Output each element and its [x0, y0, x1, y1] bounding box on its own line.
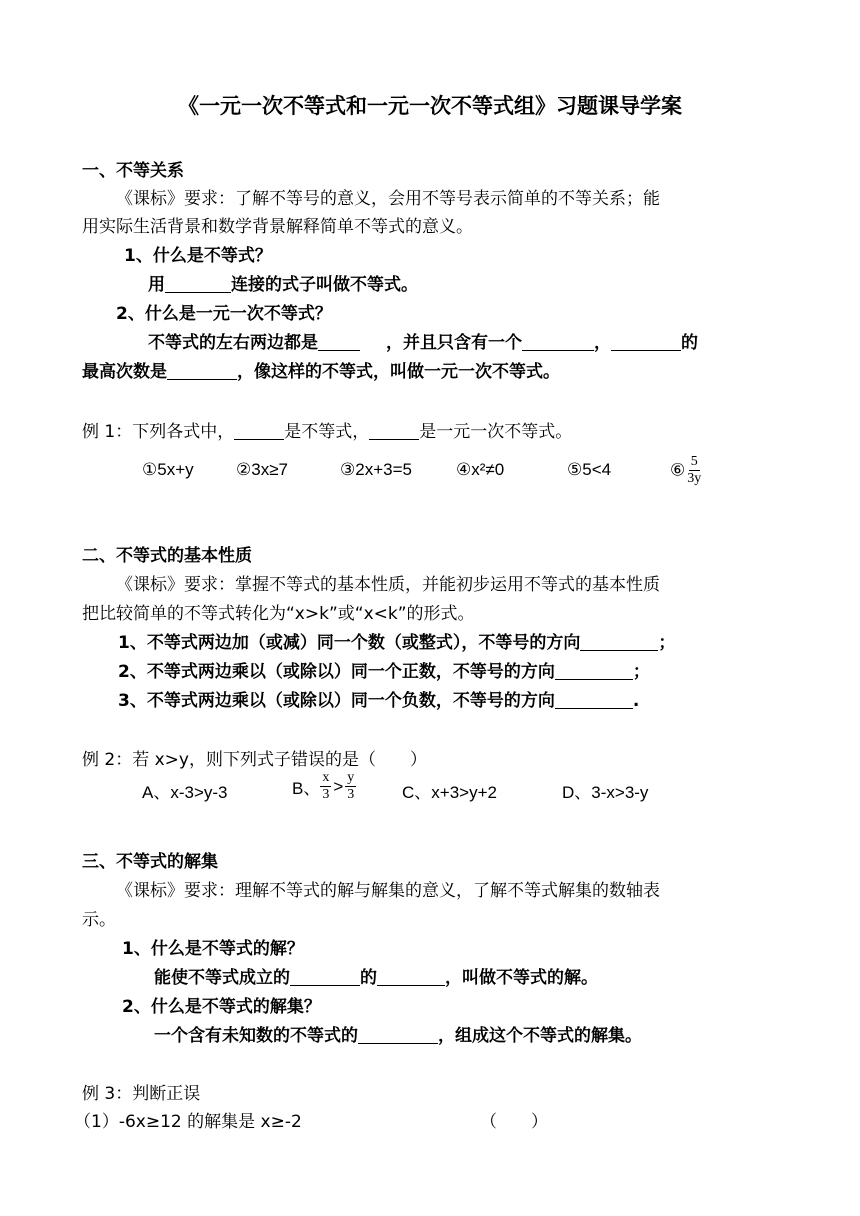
example-2-option-b: B、 $\frac{x}{3}$ > $\frac{y}{3}$	[292, 770, 355, 802]
answer-blank[interactable]	[358, 1026, 438, 1044]
answer-blank[interactable]	[555, 691, 633, 709]
section-2-heading: 二、不等式的基本性质	[82, 546, 252, 566]
example-2-option-d: D、3-x>3-y	[562, 783, 649, 802]
example-1-option-1: ①5x+y	[142, 460, 194, 479]
fraction: $\frac{x}{3}$	[322, 770, 330, 802]
section-3-heading: 三、不等式的解集	[82, 852, 218, 872]
example-3-item-1: （1）-6x≥12 的解集是 x≥-2	[74, 1112, 302, 1132]
answer-blank[interactable]	[318, 333, 360, 351]
answer-blank[interactable]	[522, 333, 594, 351]
answer-blank[interactable]	[234, 422, 284, 440]
answer-blank[interactable]	[369, 422, 419, 440]
example-2: 例 2：若 x>y，则下列式子错误的是（ ）	[82, 750, 427, 770]
section-1-heading: 一、不等关系	[82, 161, 184, 181]
property-3: 3、不等式两边乘以（或除以）同一个负数，不等号的方向 .	[118, 691, 640, 711]
property-1: 1、不等式两边加（或减）同一个数（或整式），不等号的方向 ；	[118, 633, 676, 653]
example-1-option-4: ④x²≠0	[456, 460, 505, 479]
example-2-option-a: A、x-3>y-3	[142, 783, 228, 802]
s3-answer-1: 能使不等式成立的 的 ，叫做不等式的解。	[154, 968, 598, 988]
answer-blank[interactable]	[377, 968, 445, 986]
answer-blank[interactable]	[611, 333, 681, 351]
s3-question-1: 1、什么是不等式的解？	[122, 939, 304, 959]
s1-answer-1: 用 连接的式子叫做不等式。	[148, 275, 418, 295]
example-1-option-5: ⑤5<4	[567, 460, 612, 479]
s2-requirement-line-1: 《课标》要求：掌握不等式的基本性质，并能初步运用不等式的基本性质	[116, 575, 660, 595]
example-1-option-3: ③2x+3=5	[340, 460, 412, 479]
example-1-option-2: ②3x≥7	[236, 460, 288, 479]
example-1: 例 1：下列各式中， 是不等式， 是一元一次不等式。	[82, 422, 573, 442]
answer-blank[interactable]	[555, 662, 633, 680]
fraction: $\frac{y}{3}$	[347, 770, 355, 802]
example-1-option-6: ⑥ $\frac{5}{3y}$	[670, 454, 702, 486]
answer-blank[interactable]	[580, 633, 658, 651]
s1-requirement-line-1: 《课标》要求：了解不等号的意义，会用不等号表示简单的不等关系；能	[116, 189, 660, 209]
example-3-item-1-answer[interactable]: （ ）	[480, 1112, 548, 1132]
answer-blank[interactable]	[290, 968, 360, 986]
example-2-option-c: C、x+3>y+2	[402, 783, 497, 802]
s3-requirement-line-1: 《课标》要求：理解不等式的解与解集的意义，了解不等式解集的数轴表	[116, 881, 660, 901]
property-2: 2、不等式两边乘以（或除以）同一个正数，不等号的方向 ；	[118, 662, 650, 682]
s3-answer-2: 一个含有未知数的不等式的 ，组成这个不等式的解集。	[154, 1026, 642, 1046]
s1-answer-2-line-1: 不等式的左右两边都是 ，并且只含有一个 ， 的	[148, 333, 698, 353]
s3-question-2: 2、什么是不等式的解集？	[122, 997, 321, 1017]
s1-answer-2-line-2: 最高次数是 ，像这样的不等式，叫做一元一次不等式。	[82, 362, 560, 382]
answer-blank[interactable]	[167, 362, 237, 380]
fraction: $\frac{5}{3y}$	[687, 454, 702, 486]
page-title: 《一元一次不等式和一元一次不等式组》习题课导学案	[178, 94, 682, 118]
answer-blank[interactable]	[165, 275, 231, 293]
example-3: 例 3：判断正误	[82, 1084, 201, 1104]
s1-question-2: 2、什么是一元一次不等式？	[116, 304, 332, 324]
s1-question-1: 1、什么是不等式？	[124, 246, 272, 266]
s1-requirement-line-2: 用实际生活背景和数学背景解释简单不等式的意义。	[82, 217, 473, 237]
s2-requirement-line-2: 把比较简单的不等式转化为“x>k”或“x<k”的形式。	[82, 604, 475, 624]
s3-requirement-line-2: 示。	[82, 910, 116, 930]
